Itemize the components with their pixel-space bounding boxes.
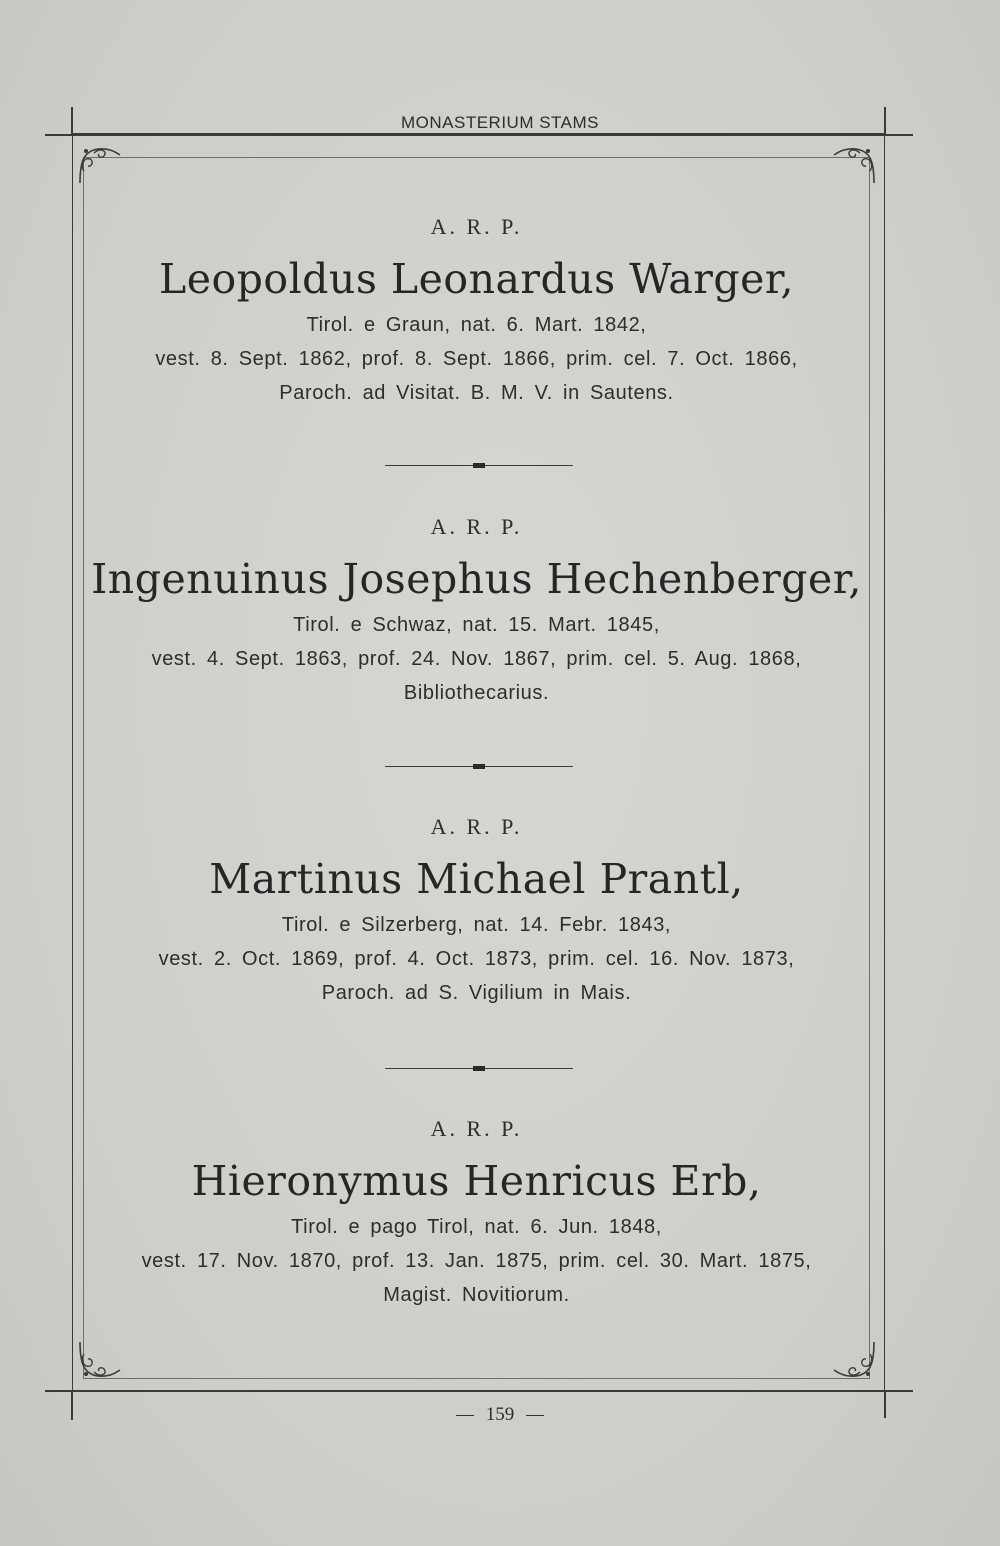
corner-ornament-top-left-icon [76,141,122,187]
divider-knot [473,764,485,769]
entry-prantl [83,812,870,1010]
entry-name: Hieronymus Henricus Erb, [191,1157,762,1205]
entry-origin: Tirol. e Graun, nat. 6. Mart. 1842, [306,314,647,336]
divider-knot [473,463,485,468]
corner-ornament-bottom-right-icon [832,1338,878,1384]
page-dash-left [456,1415,474,1417]
entry-dates: vest. 17. Nov. 1870, prof. 13. Jan. 1875, prim. cel. 30. Mart. 1875, [141,1250,812,1272]
entry-hechenberger [83,512,870,710]
entry-office: Bibliothecarius. [403,682,550,704]
section-divider [385,463,573,469]
entry-prefix: A. R. P. [430,814,523,839]
entry-dates: vest. 4. Sept. 1863, prof. 24. Nov. 1867, prim. cel. 5. Aug. 1868, [151,648,802,670]
entry-prefix: A. R. P. [430,1116,523,1141]
entry-dates: vest. 2. Oct. 1869, prof. 4. Oct. 1873, prim. cel. 16. Nov. 1873, [158,948,795,970]
section-divider [385,764,573,770]
entry-dates: vest. 8. Sept. 1862, prof. 8. Sept. 1866, prim. cel. 7. Oct. 1866, [155,348,798,370]
entry-warger [83,212,870,410]
entry-name: Ingenuinus Josephus Hechenberger, [91,555,862,603]
entry-name: Leopoldus Leonardus Warger, [158,255,795,303]
entry-office: Paroch. ad Visitat. B. M. V. in Sautens. [279,382,674,404]
entry-prefix: A. R. P. [430,514,523,539]
entry-name: Martinus Michael Prantl, [209,855,744,903]
entry-office: Magist. Novitiorum. [383,1284,570,1306]
entry-erb [83,1114,870,1312]
divider-knot [473,1066,485,1071]
entry-prefix: A. R. P. [430,214,523,239]
page-dash-right [526,1415,544,1417]
entry-origin: Tirol. e pago Tirol, nat. 6. Jun. 1848, [291,1216,662,1238]
corner-ornament-top-right-icon [832,141,878,187]
entry-origin: Tirol. e Silzerberg, nat. 14. Febr. 1843, [281,914,672,936]
corner-ornament-bottom-left-icon [76,1338,122,1384]
entry-office: Paroch. ad S. Vigilium in Mais. [321,982,632,1004]
page-number: 159 [485,1404,515,1425]
page-number-line [0,1404,1000,1426]
running-head: MONASTERIUM STAMS [400,113,600,132]
entry-origin: Tirol. e Schwaz, nat. 15. Mart. 1845, [293,614,660,636]
section-divider [385,1066,573,1072]
